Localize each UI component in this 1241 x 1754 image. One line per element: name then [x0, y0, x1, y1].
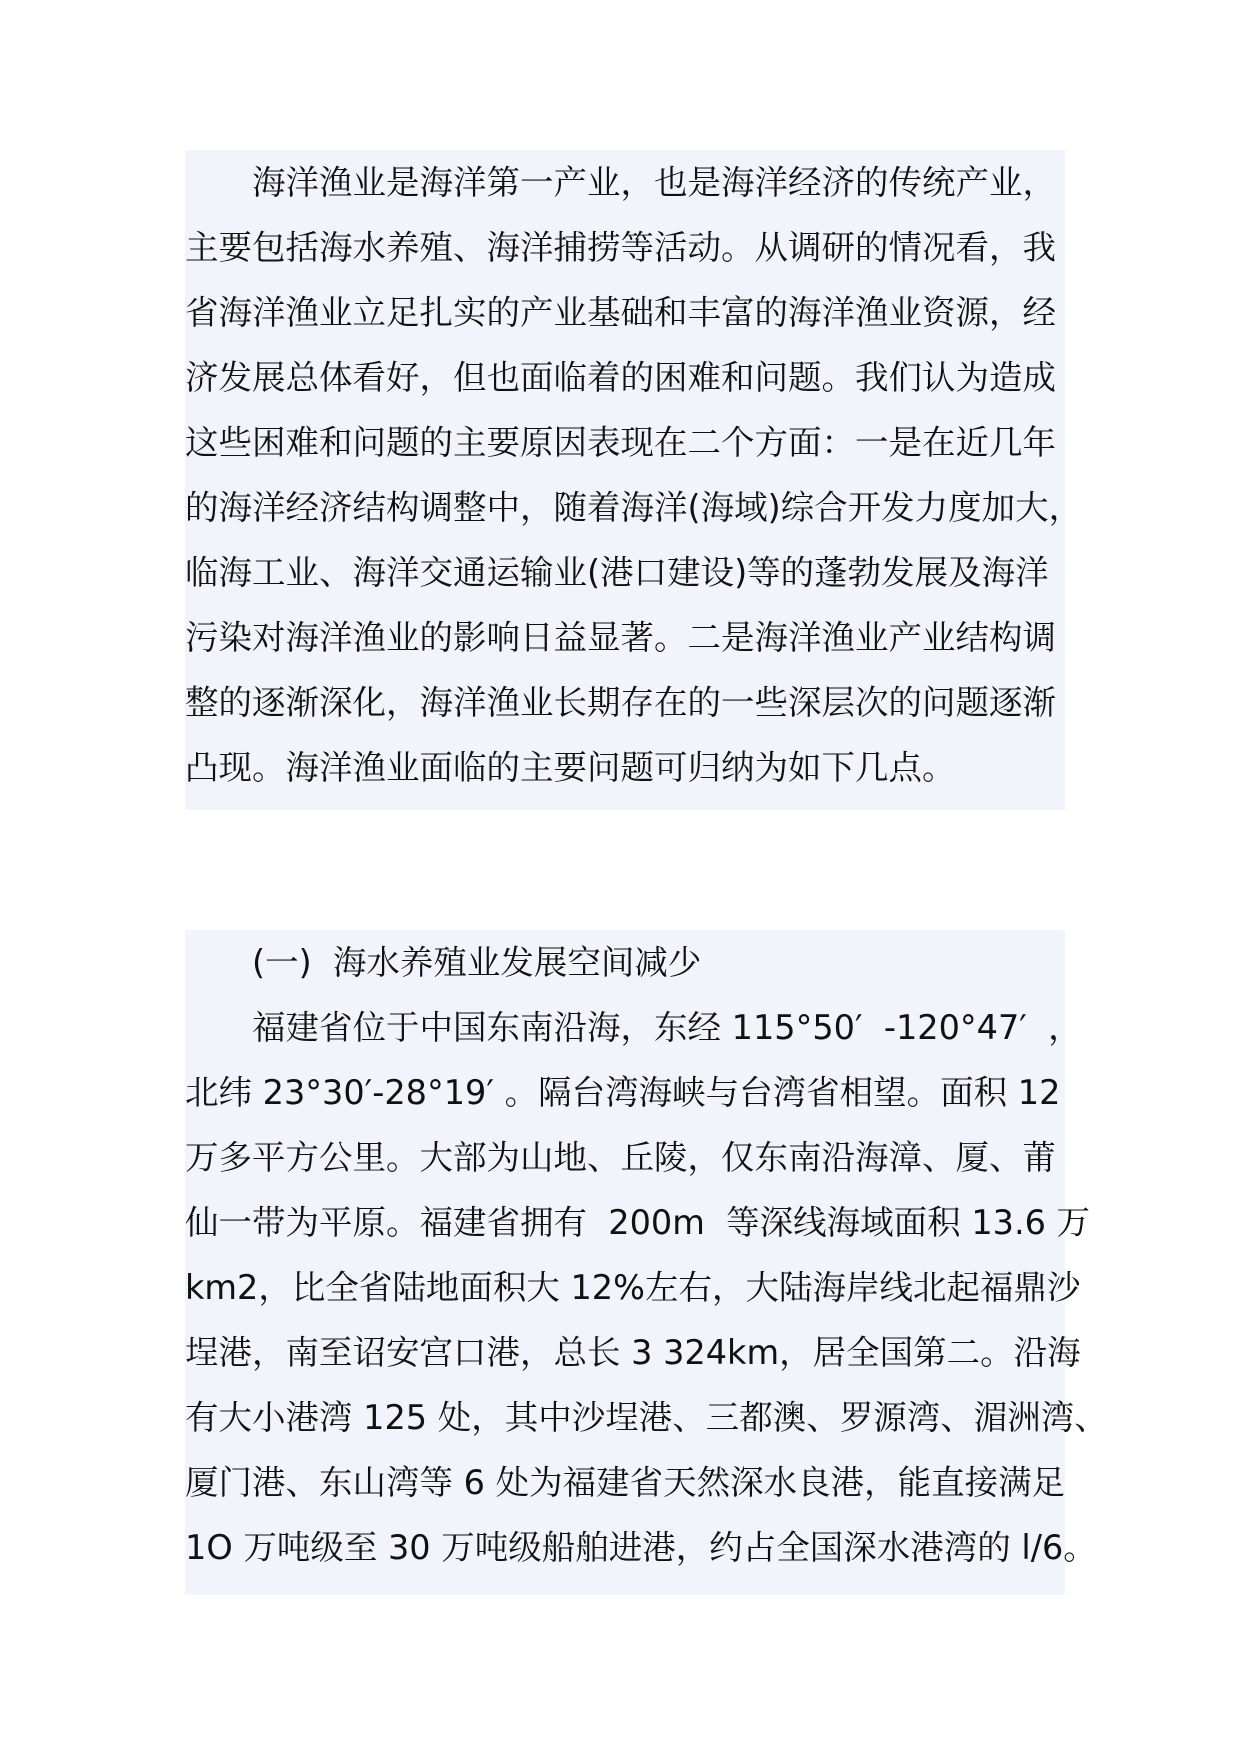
text-line: 主要包括海水养殖、海洋捕捞等活动。从调研的情况看，我: [185, 228, 1056, 267]
text-line: 厦门港、东山湾等 6 处为福建省天然深水良港，能直接满足: [185, 1463, 1066, 1502]
text-line: km2，比全省陆地面积大 12%左右，大陆海岸线北起福鼎沙: [185, 1268, 1081, 1307]
paragraph-block-marine-fishery: [185, 150, 1083, 810]
text-line: 临海工业、海洋交通运输业(港口建设)等的蓬勃发展及海洋: [185, 553, 1049, 592]
text-line: 济发展总体看好，但也面临着的困难和问题。我们认为造成: [185, 358, 1056, 397]
text-line: 省海洋渔业立足扎实的产业基础和丰富的海洋渔业资源，经: [185, 293, 1056, 332]
text-line: 有大小港湾 125 处，其中沙埕港、三都澳、罗源湾、湄洲湾、: [185, 1398, 1108, 1437]
text-line: 整的逐渐深化，海洋渔业长期存在的一些深层次的问题逐渐: [185, 683, 1056, 722]
section-heading: (一) 海水养殖业发展空间减少: [185, 943, 702, 982]
text-line: 仙一带为平原。福建省拥有 200m 等深线海域面积 13.6 万: [185, 1203, 1091, 1242]
text-line: 万多平方公里。大部为山地、丘陵，仅东南沿海漳、厦、莆: [185, 1138, 1056, 1177]
text-line: 1O 万吨级至 30 万吨级船舶进港，约占全国深水港湾的 l/6。: [185, 1528, 1097, 1567]
text-line: 福建省位于中国东南沿海，东经 115°50′ -120°47′ ，: [185, 1008, 1082, 1047]
text-line: 海洋渔业是海洋第一产业，也是海洋经济的传统产业，: [185, 163, 1056, 202]
text-line: 埕港，南至诏安宫口港，总长 3 324km，居全国第二。沿海: [185, 1333, 1081, 1372]
text-line: 污染对海洋渔业的影响日益显著。二是海洋渔业产业结构调: [185, 618, 1056, 657]
text-line: 凸现。海洋渔业面临的主要问题可归纳为如下几点。: [185, 748, 956, 787]
text-line: 的海洋经济结构调整中，随着海洋(海域)综合开发力度加大，: [185, 488, 1083, 527]
text-line: 这些困难和问题的主要原因表现在二个方面：一是在近几年: [185, 423, 1056, 462]
paragraph-block-aquaculture-space: [185, 930, 1108, 1595]
text-line: 北纬 23°30′-28°19′ 。隔台湾海峡与台湾省相望。面积 12: [185, 1073, 1061, 1112]
